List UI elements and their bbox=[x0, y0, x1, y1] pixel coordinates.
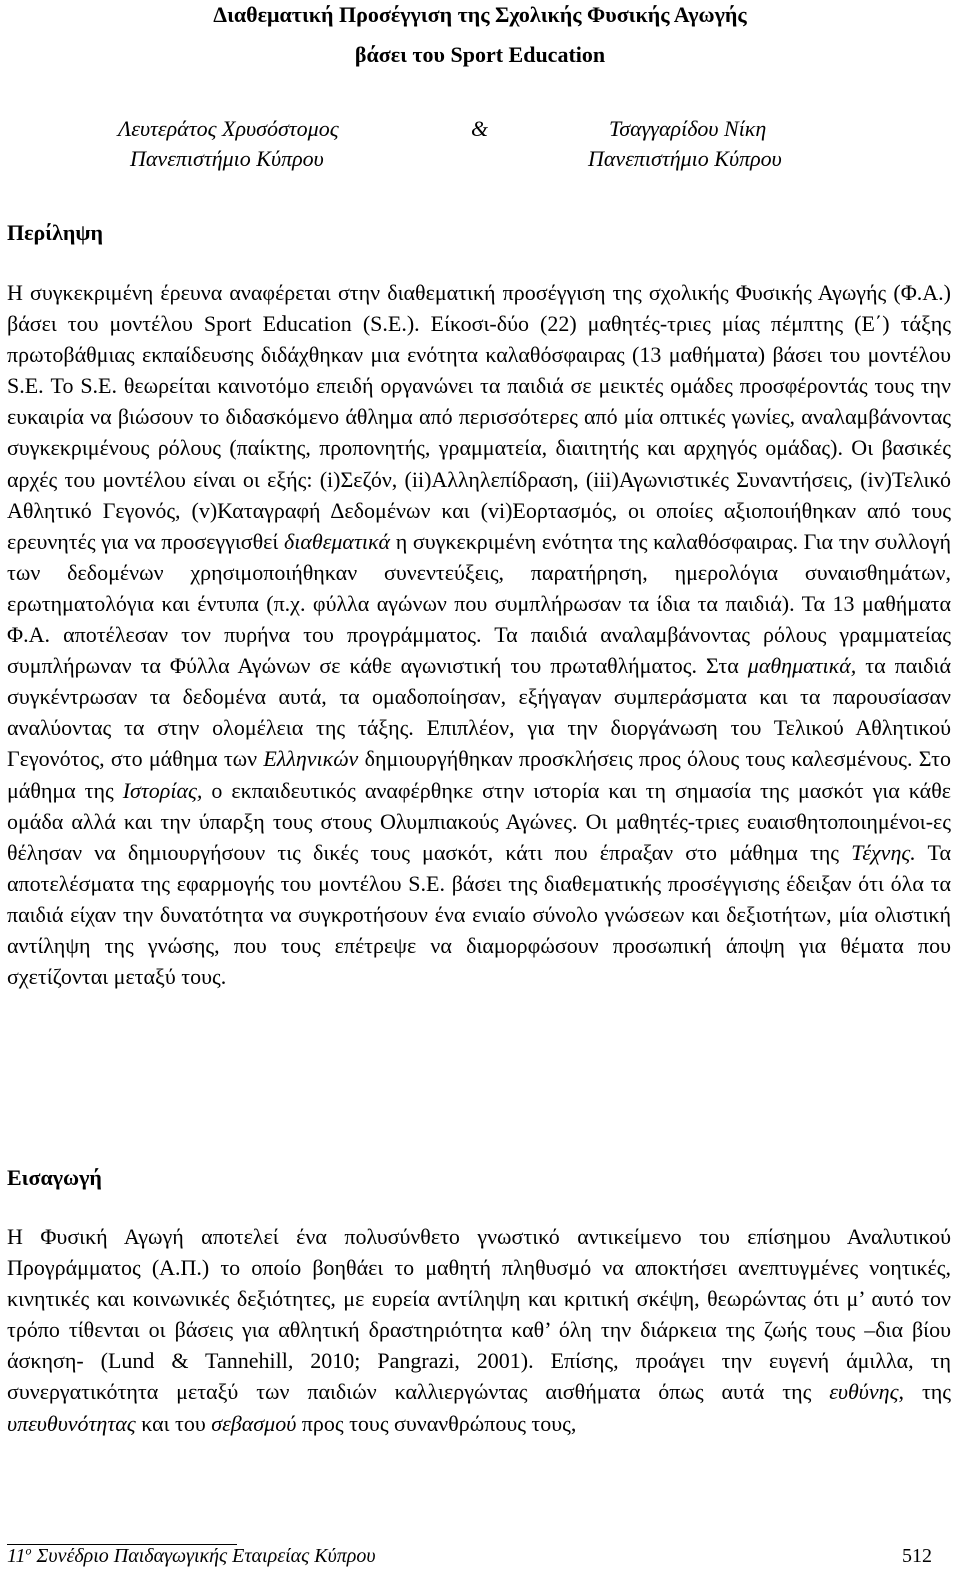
author2-affiliation: Πανεπιστήμιο Κύπρου bbox=[588, 146, 782, 171]
paper-title-line2: βάσει του Sport Education bbox=[354, 42, 606, 67]
introduction-paragraph: Η Φυσική Αγωγή αποτελεί ένα πολυσύνθετο γνωστικό αντικείμενο του επίσημου Αναλυτικού Προγράμματος (Α.Π.) το οποίο βοηθάει το μαθητή πληθυσμό να αποκτήσει ανεπτυγμένες νοητικές, κινητικές και κοινωνικές δεξιότητες, με ευρεία αντίληψη και κριτική σκέψη, θεωρώντας ότι μ’ αυτό τον τρόπο τίθενται οι βάσεις για αθλητική δραστηριότητα καθ’ όλη την διάρκεια της ζωής τους –δια βίου άσκηση- (Lund & Tannehill, 2010; Pangrazi, 2001). Επίσης, προάγει την ευγενή άμιλλα, τη συνεργατικότητα μεταξύ των παιδιών καλλιεργώντας αισθήματα όπως αυτά της ευθύνης, της υπευθυνότητας και του σεβασμού προς τους συνανθρώπους τους, bbox=[7, 1224, 951, 1436]
page-number: 512 bbox=[902, 1545, 932, 1567]
author-separator: & bbox=[471, 116, 489, 141]
author1-name: Λευτεράτος Χρυσόστομος bbox=[118, 116, 339, 141]
abstract-paragraph: Η συγκεκριμένη έρευνα αναφέρεται στην διαθεματική προσέγγιση της σχολικής Φυσικής Αγωγής (Φ.Α.) βάσει του μοντέλου Sport Education (S.E.). Είκοσι-δύο (22) μαθητές-τριες μίας πέμπτης (Ε΄) τάξης πρωτοβάθμιας εκπαίδευσης διδάχθηκαν μια ενότητα καλαθόσφαιρας (13 μαθήματα) βάσει του μοντέλου S.E. Το S.E. θεωρείται καινοτόμο επειδή οργανώνει τα παιδιά σε μεικτές ομάδες προσφέροντάς τους την ευκαιρία να βιώσουν το διδασκόμενο άθλημα από περισσότερες από μία οπτικές γωνίες, αναλαμβάνοντας συγκεκριμένους ρόλους (παίκτης, προπονητής, γραμματεία, διαιτητής και αρχηγός ομάδας). Οι βασικές αρχές του μοντέλου είναι οι εξής: (i)Σεζόν, (ii)Αλληλεπίδραση, (iii)Αγωνιστικές Συναντήσεις, (iv)Τελικό Αθλητικό Γεγονός, (v)Καταγραφή Δεδομένων και (vi)Εορτασμός, οι οποίες αξιοποιήθηκαν από τους ερευνητές για να προσεγγισθεί διαθεματικά η συγκεκριμένη ενότητα της καλαθόσφαιρας. Για την συλλογή των δεδομένων χρησιμοποιήθηκαν συνεντεύξεις, παρατήρηση, ημερολόγια συναισθημάτων, ερωτηματολόγια και έντυπα (π.χ. φύλλα αγώνων που συμπλήρωσαν τα ίδια τα παιδιά). Τα 13 μαθήματα Φ.Α. αποτέλεσαν τον πυρήνα του προγράμματος. Τα παιδιά αναλαμβάνοντας ρόλους γραμματείας συμπλήρωναν τα Φύλλα Αγώνων σε κάθε αγωνιστική του πρωταθλήματος. Στα μαθηματικά, τα παιδιά συγκέντρωσαν τα δεδομένα αυτά, τα ομαδοποίησαν, εξήγαγαν συμπεράσματα και τα παρουσίασαν αναλύοντας τα στην ολομέλεια της τάξης. Επιπλέον, για την διοργάνωση του Τελικού Αθλητικού Γεγονότος, στο μάθημα των Ελληνικών δημιουργήθηκαν προσκλήσεις προς όλους τους καλεσμένους. Στο μάθημα της Ιστορίας, ο εκπαιδευτικός αναφέρθηκε στην ιστορία και τη σημασία της μασκότ για κάθε ομάδα αλλά και την ύπαρξη τους στους Ολυμπιακούς Αγώνες. Οι μαθητές-τριες ευαισθητοποιημένοι-ες θέλησαν να δημιουργήσουν τις δικές τους μασκότ, κάτι που έπραξαν στο μάθημα της Τέχνης. Τα αποτελέσματα της εφαρμογής του μοντέλου S.E. βάσει της διαθεματικής προσέγγισης έδειξαν ότι όλα τα παιδιά είχαν την δυνατότητα να συγκροτήσουν ένα ενιαίο σύνολο γνώσεων και δεξιοτήτων, μία ολιστική αντίληψη της γνώσης, που τους επέτρεψε να διαμορφώσουν προσωπική άποψη για θέματα που σχετίζονται μεταξύ τους. bbox=[7, 280, 951, 990]
author2-name: Τσαγγαρίδου Νίκη bbox=[609, 116, 767, 141]
introduction-heading: Εισαγωγή bbox=[7, 1165, 102, 1190]
footer-conference: $11^o$ Συνέδριο Παιδαγωγικής Εταιρείας Κύπρου bbox=[7, 1543, 376, 1567]
author1-affiliation: Πανεπιστήμιο Κύπρου bbox=[130, 146, 324, 171]
paper-title-line1: Διαθεματική Προσέγγιση της Σχολικής Φυσικής Αγωγής bbox=[213, 2, 747, 27]
abstract-heading: Περίληψη bbox=[7, 220, 104, 245]
